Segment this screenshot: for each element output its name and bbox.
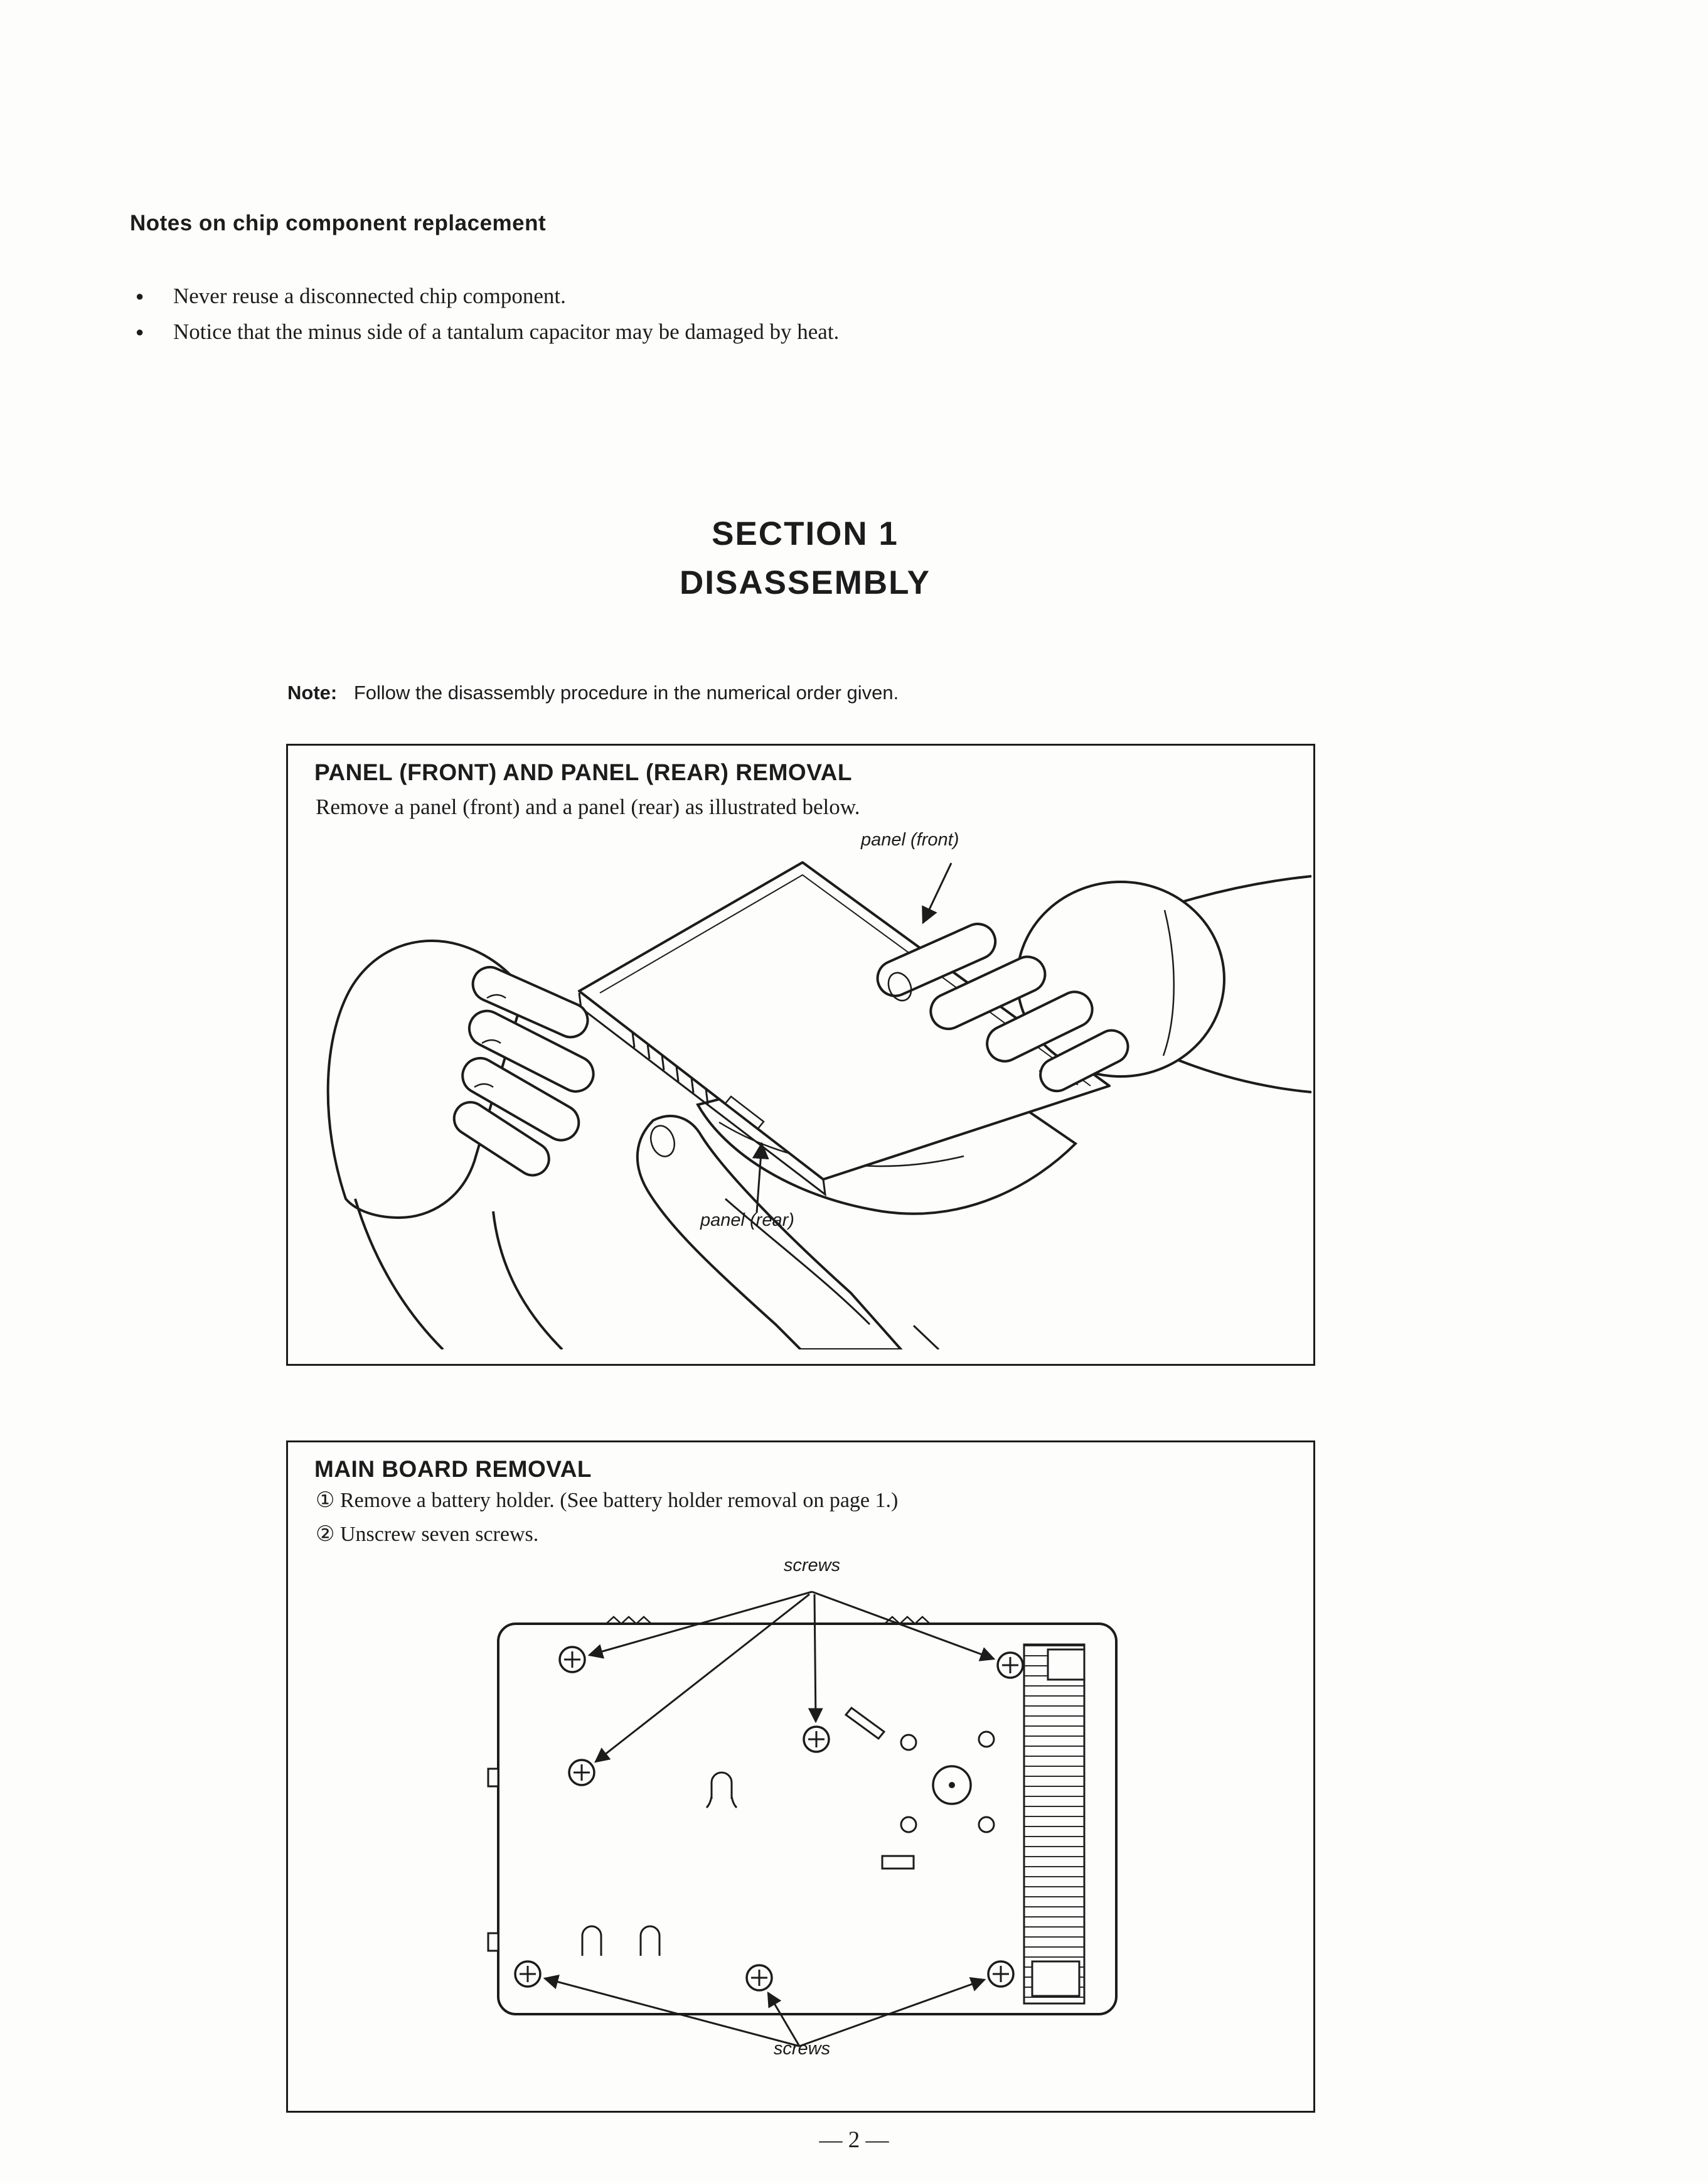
- section-title-line1: SECTION 1: [712, 515, 899, 552]
- page-number: — 2 —: [819, 2127, 889, 2153]
- step-2: ② Unscrew seven screws.: [316, 1523, 539, 1546]
- label-screws-top: screws: [783, 1555, 841, 1575]
- bullet-item: [136, 319, 839, 355]
- box-body: Remove a panel (front) and a panel (rear) as illustrated below.: [316, 795, 860, 819]
- notes-heading: Notes on chip component replacement: [130, 211, 547, 235]
- panel-removal-illustration: [286, 810, 1311, 1349]
- section-title-line2: DISASSEMBLY: [680, 564, 931, 601]
- box-title: MAIN BOARD REMOVAL: [314, 1456, 592, 1482]
- bullet-text: Notice that the minus side of a tantalum capacitor may be damaged by heat.: [173, 319, 840, 344]
- screw-icon: [988, 1961, 1013, 1987]
- screw-icon: [515, 1961, 540, 1987]
- bullet-icon: ●: [136, 288, 144, 304]
- bullet-item: [136, 284, 839, 319]
- label-screws-bottom: screws: [773, 2039, 831, 2059]
- center-dot: [949, 1782, 955, 1788]
- screw-icon: [747, 1965, 772, 1990]
- main-board-illustration: [483, 1550, 1148, 2071]
- label-panel-front: panel (front): [861, 830, 959, 850]
- left-hand-drawing: [328, 941, 600, 1349]
- note-text: Follow the disassembly procedure in the numerical order given.: [353, 682, 899, 704]
- screw-icon: [998, 1653, 1023, 1678]
- bullet-list: [136, 284, 839, 355]
- battery-compartment: [1024, 1644, 1084, 2003]
- leader-arrow-front: [923, 863, 951, 923]
- screw-icon: [804, 1727, 829, 1752]
- screw-icon: [569, 1760, 594, 1785]
- side-tab: [488, 1933, 498, 1951]
- bullet-icon: ●: [136, 324, 144, 340]
- bullet-text: Never reuse a disconnected chip component.: [173, 284, 566, 308]
- screw-icon: [560, 1647, 585, 1672]
- note-label: Note:: [287, 682, 338, 704]
- section-title: [286, 510, 1324, 608]
- label-panel-rear: panel (rear): [700, 1210, 794, 1230]
- step-1: ① Remove a battery holder. (See battery holder removal on page 1.): [316, 1489, 899, 1512]
- side-tab: [488, 1769, 498, 1786]
- note-line: [287, 682, 899, 704]
- box-title: PANEL (FRONT) AND PANEL (REAR) REMOVAL: [314, 759, 852, 785]
